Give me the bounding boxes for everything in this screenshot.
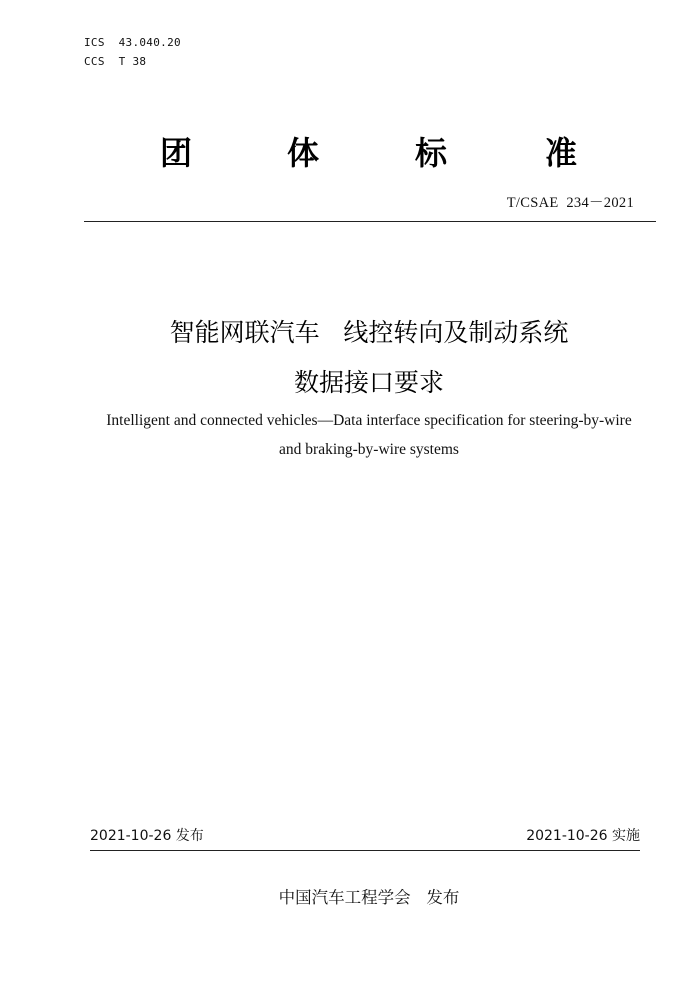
- document-type-char: 准: [544, 134, 577, 172]
- footer-divider: [90, 850, 640, 851]
- publish-date: 2021-10-26 发布: [90, 828, 204, 844]
- english-title-line-1: Intelligent and connected vehicles—Data interface specification for steering-by-wire: [106, 412, 632, 429]
- ics-code: ICS 43.040.20: [84, 36, 181, 49]
- publisher: 中国汽车工程学会 发布: [278, 888, 460, 907]
- ccs-code: CCS T 38: [84, 55, 147, 68]
- document-type-char: 标: [414, 134, 447, 172]
- implementation-date: 2021-10-26 实施: [526, 828, 640, 844]
- document-type-char: 体: [286, 134, 319, 172]
- standard-number: T/CSAE 234－2021: [506, 195, 634, 211]
- header-divider: [84, 221, 656, 222]
- document-type-char: 团: [159, 134, 192, 172]
- chinese-title-line-1: 智能网联汽车 线控转向及制动系统: [169, 318, 569, 347]
- chinese-title-line-2: 数据接口要求: [293, 368, 444, 397]
- english-title-line-2: and braking-by-wire systems: [279, 441, 459, 458]
